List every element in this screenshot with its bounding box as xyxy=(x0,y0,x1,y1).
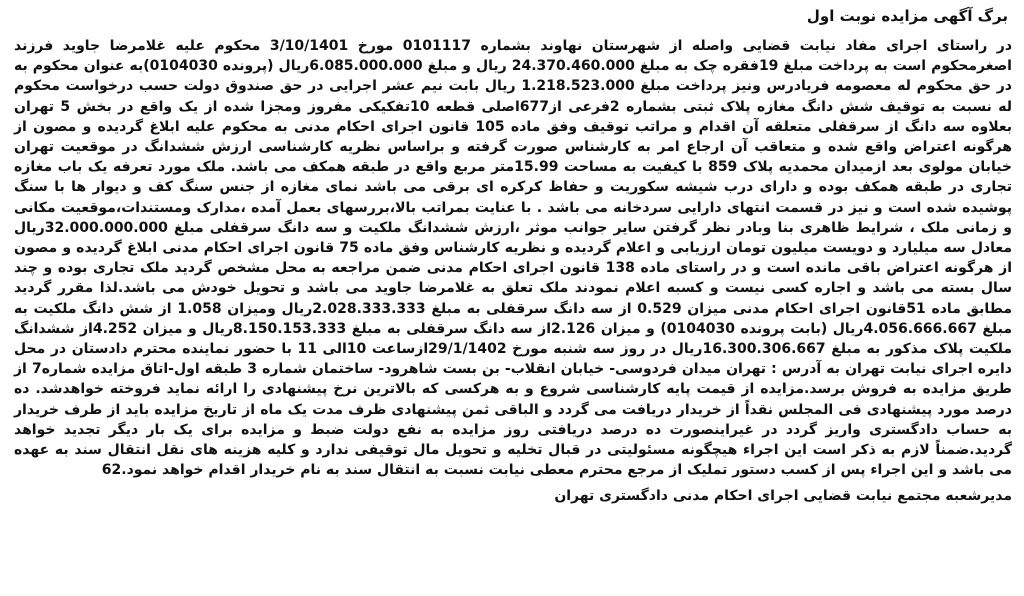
auction-notice xyxy=(14,4,1012,592)
notice-signature: مدیرشعبه مجتمع نیابت قضایی اجرای احکام مدنی دادگستری تهران xyxy=(554,488,1012,505)
notice-body: در راستای اجرای مفاد نیابت قضایی واصله از شهرستان نهاوند بشماره 0101117 مورخ 3/10/1401 محکوم علیه غلامرضا جاوید فرزند اصغرمحکوم است به پرداخت مبلغ 19فقره چک به مبلغ 24.370.460.000 ریال و مبلغ 6.085.000.000ریال (پرونده 0104030)به عنوان محکوم به در حق محکوم له معصومه فریادرس ونیز پرداخت مبلغ 1.218.523.000 ریال بابت نیم عشر اجرایی در حق صندوق دولت حسب درخواست محکوم له نسبت به توقیف شش دانگ مغازه پلاک ثبتی بشماره 2فرعی از677اصلی قطعه 10تفکیکی مفروز ومجزا شده از یک واقع در بخش 5 تهران بعلاوه سه دانگ از سرقفلی متعلقه آن اقدام و مراتب توقیف وفق ماده 105 قانون اجرای احکام مدنی به محکوم علیه ابلاغ گردیده و مصون از هرگونه اعتراض واقع شده و متعاقب آن ارجاع امر به کارشناس صورت گرفته و براساس نظریه کارشناسی ارزش ششدانگ در موقعیت تهران خیابان مولوی بعد ازمیدان محمدیه پلاک 859 با کیفیت به مساحت 15.99متر مربع واقع در طبقه همکف می باشد. ملک مورد تعرفه یک باب مغازه تجاری در طبقه همکف بوده و دارای درب شیشه سکوریت و حفاظ کرکره ای برقی می باشد نمای مغازه از جنس سنگ کف و دیوار ها با سنگ پوشیده شده است و نیز در قسمت انتهای دارایی سردخانه می باشد . با عنایت بمراتب بالا،بررسهای بعمل آمده ،مدارک ومستندات،موقعیت مکانی و زمانی ملک ، شرایط ظاهری بنا وبادر نظر گرفتن سایر جوانب موثر ،ارزش ششدانگ ملکیت و سه دانگ سرقفلی مبلغ 32.000.000.000ریال معادل سه میلیارد و دویست میلیون تومان ارزیابی و اعلام گردیده و نظریه کارشناس وفق ماده 75 قانون اجرای احکام مدنی ابلاغ گردیده و مصون از هرگونه اعتراض باقی مانده است و در راستای ماده 138 قانون اجرای احکام مدنی ضمن مراجعه به محل مشخص گردید ملک تجاری بوده و چند سال بسته می باشد و اجاره کسی نیست و کسبه اعلام نمودند ملک تعلق به غلامرضا جاوید می باشد و تحویل خودش می باشد.لذا مقرر گردید مطابق ماده 51قانون اجرای احکام مدنی میزان 0.529 از سه دانگ سرقفلی به مبلغ 2.028.333.333ریال ومیزان 1.058 از شش دانگ ملکیت به مبلغ 4.056.666.667ریال (بابت پرونده 0104030) و میزان 2.126از سه دانگ سرقفلی به مبلغ 8.150.153.333ریال و میزان 4.252از ششدانگ ملکیت پلاک مذکور به مبلغ 16.300.306.667ریال در روز سه شنبه مورخ 29/1/1402ازساعت 10الی 11 با حضور نماینده محترم دادستان در محل دایره اجرای نیابت تهران به آدرس : تهران میدان فردوسی- خیابان انقلاب- بن بست شاهرود- ساختمان شماره 3 طبقه اول-اتاق مزایده شماره7 از طریق مزایده به فروش برسد.مزایده از قیمت پایه کارشناسی شروع و به هرکسی که بالاترین نرخ پیشنهادی را ارائه نماید فروخته خواهدشد. ده درصد مورد پیشنهادی فی المجلس نقداً از خریدار دریافت می گردد و الباقی ثمن پیشنهادی ظرف مدت یک ماه از تاریخ مزایده باید از طرف خریدار به حساب دادگستری واریز گردد در غیراینصورت ده درصد دریافتی روز مزایده به نفع دولت ضبط و مزایده برای یک بار دیگر تجدید خواهد گردید.ضمناً لازم به ذکر است این اجراء هیچگونه مسئولیتی در قبال تخلیه و تحویل مال توقیفی ندارد و کلیه هزینه های نقل انتقال سند به عهده می باشد و این اجراء پس از کسب دستور تملیک از مرجع محترم معطی نیابت نسبت به انتقال سند به نام خریدار اقدام خواهد نمود.62 xyxy=(14,38,1013,479)
notice-title: برگ آگهی مزایده نوبت اول xyxy=(806,7,1008,25)
